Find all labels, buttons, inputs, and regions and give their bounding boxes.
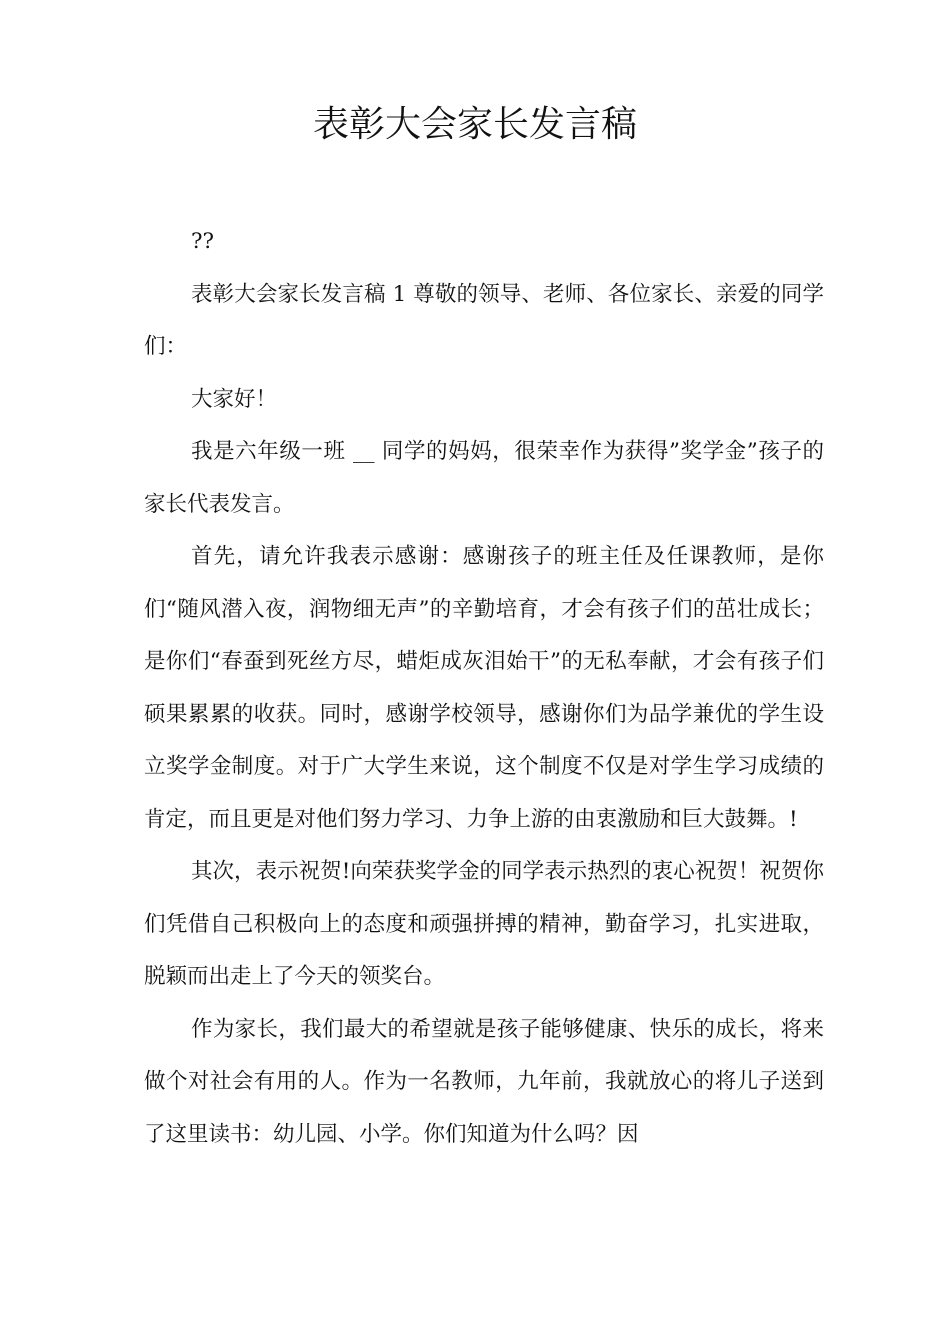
paragraph-placeholder: ?? xyxy=(191,229,215,254)
document-title: 表彰大会家长发言稿 xyxy=(312,104,637,145)
paragraph-thanks: 首先，请允许我表示感谢：感谢孩子的班主任及任课教师，是你们“随风潜入夜，润物细无声”的辛勤培育，才会有孩子们的茁壮成长；是你们“春蚕到死丝方尽，蜡炬成灰泪始干”的无私奉献，才会有孩子们硕果累累的收获。同时，感谢学校领导，感谢你们为品学兼优的学生设立奖学金制度。对于广大学生来说，这个制度不仅是对学生学习成绩的肯定，而且更是对他们努力学习、力争上游的由衷激励和巨大鼓舞。! xyxy=(144,544,824,832)
paragraph-greeting: 大家好！ xyxy=(191,386,278,412)
paragraph-introduction: 我是六年级一班 __ 同学的妈妈，很荣幸作为获得”奖学金”孩子的家长代表发言。 xyxy=(144,439,824,517)
paragraph-parent-hopes: 作为家长，我们最大的希望就是孩子能够健康、快乐的成长，将来做个对社会有用的人。作为一名教师，九年前，我就放心的将儿子送到了这里读书：幼儿园、小学。你们知道为什么吗？因 xyxy=(144,1016,824,1147)
paragraph-congratulations: 其次，表示祝贺!向荣获奖学金的同学表示热烈的衷心祝贺！祝贺你们凭借自己积极向上的态度和顽强拼搏的精神，勤奋学习，扎实进取，脱颖而出走上了今天的领奖台。 xyxy=(144,859,824,989)
document-body xyxy=(144,216,824,1161)
paragraph-salutation: 表彰大会家长发言稿 1 尊敬的领导、老师、各位家长、亲爱的同学们： xyxy=(144,281,824,359)
